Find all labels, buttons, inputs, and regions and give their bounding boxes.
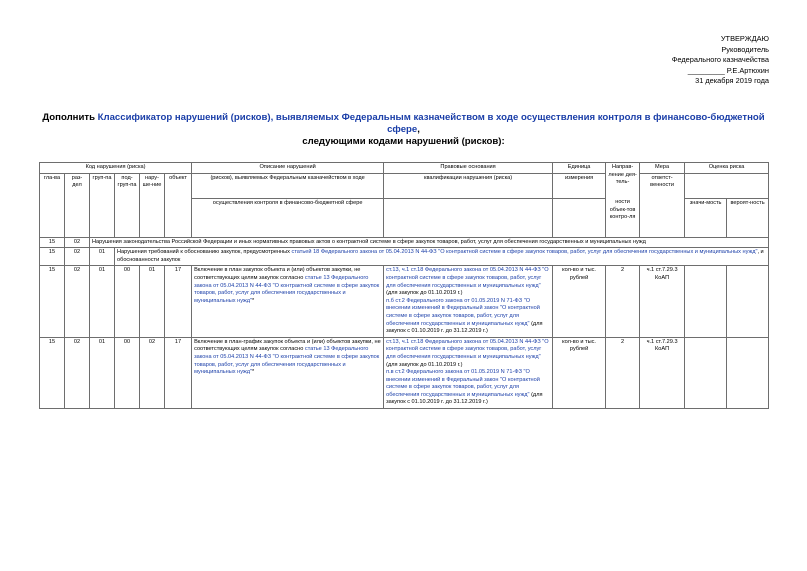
direction: 2 bbox=[606, 337, 640, 408]
header-sub-subgroup: под-груп-па bbox=[115, 173, 140, 237]
law-link[interactable]: статье 13 Федерального закона от 05.04.2013 N 44-ФЗ "О контрактной системе в сфере закупок товаров, работ, услуг для обеспечения государственных и муниципальных нужд" bbox=[194, 346, 380, 376]
header-direction-2: ности объек-тов контро-ля bbox=[606, 198, 640, 237]
approval-line: _________ Р.Е.Артюхин bbox=[687, 65, 769, 75]
direction: 2 bbox=[606, 266, 640, 337]
heading-line2: следующими кодами нарушений (рисков): bbox=[302, 136, 505, 147]
header-sub-section: раз-дел bbox=[65, 173, 90, 237]
header-sub-chapter: гла-ва bbox=[40, 173, 65, 237]
heading-suffix: , bbox=[417, 124, 420, 135]
approval-line: 31 декабря 2019 года bbox=[695, 76, 769, 85]
header-legal-2: квалификации нарушения (риска) bbox=[384, 173, 553, 198]
header-significance: значи-мость bbox=[685, 198, 727, 237]
law-link[interactable]: статьей 18 Федерального закона от 05.04.2013 N 44-ФЗ "О контрактной системе в сфере закупок товаров, работ, услуг для обеспечения государственных и муниципальных нужд" bbox=[291, 249, 758, 256]
header-responsibility-2: ответст-венности bbox=[640, 173, 685, 237]
header-description-2: (рисков), выявляемых Федеральным казначейством в ходе bbox=[192, 173, 384, 198]
header-row bbox=[40, 163, 769, 174]
header-direction: Направ-ление дея-тель- bbox=[606, 163, 640, 199]
violation-description: Включение в план-график закупок объекта и (или) объектов закупки, не соответствующих целям закупок согласно статье 13 Федерального закона от 05.04.2013 N 44-ФЗ "О контрактной системе в сфере закупок товаров, работ, услуг для обеспечения государственных и муниципальных нужд"* bbox=[192, 337, 384, 408]
table-row: 15 02 01 00 02 17 Включение в план-график закупок объекта и (или) объектов закупки, не соответствующих целям закупок согласно статье 13 Федерального закона от 05.04.2013 N 44-ФЗ "О контрактной системе в сфере закупок товаров, работ, услуг для обеспечения государственных и муниципальных нужд"* ст.13, ч.1 ст.18 Федерального закона от 05.04.2013 N 44-ФЗ "О контрактной системе в сфере закупок товаров, работ, услуг для обеспечения государственных и муниципальных нужд" (для закупок до 01.10.2019 г.) п.в ст.2 Федерального закона от 01.05.2019 N 71-ФЗ "О внесении изменений в Федеральный закон "О контрактной системе в сфере закупок товаров, работ, услуг для обеспечения государственных и муниципальных нужд" (для закупок с 01.10.2019 г. до 31.12.2019 г.) кол-во и тыс. рублей 2 ч.1 ст.7.29.3 КоАП bbox=[40, 337, 769, 408]
row-text: Нарушения законодательства Российской Федерации и иных нормативных правовых актов о контрактной системе в сфере закупок товаров, работ, услуг для обеспечения государственных и муниципальных нужд bbox=[90, 237, 769, 248]
responsibility: ч.1 ст.7.29.3 КоАП bbox=[640, 337, 685, 408]
header-code: Код нарушения (риска) bbox=[40, 163, 192, 174]
header-sub-group: груп-па bbox=[90, 173, 115, 237]
header-unit: Единица bbox=[553, 163, 606, 174]
legal-basis: ст.13, ч.1 ст.18 Федерального закона от 05.04.2013 N 44-ФЗ "О контрактной системе в сфере закупок товаров, работ, услуг для обеспечения государственных и муниципальных нужд" (для закупок до 01.10.2019 г.) п.в ст.2 Федерального закона от 01.05.2019 N 71-ФЗ "О внесении изменений в Федеральный закон "О контрактной системе в сфере закупок товаров, работ, услуг для обеспечения государственных и муниципальных нужд" (для закупок с 01.10.2019 г. до 31.12.2019 г.) bbox=[384, 337, 553, 408]
header-probability: вероят-ность bbox=[727, 198, 769, 237]
header-subrow bbox=[40, 173, 769, 198]
table-row: 15 02 01 Нарушения требований к обоснованию закупок, предусмотренных статьей 18 Федерального закона от 05.04.2013 N 44-ФЗ "О контрактной системе в сфере закупок товаров, работ, услуг для обеспечения государственных и муниципальных нужд", и обоснованности закупок bbox=[40, 248, 769, 266]
header-risk: Оценка риска bbox=[685, 163, 769, 174]
law-link[interactable]: п.в ст.2 Федерального закона от 01.05.2019 N 71-ФЗ "О внесении изменений в Федеральный закон "О контрактной системе в сфере закупок товаров, работ, услуг для обеспечения государственных и муниципальных нужд" bbox=[386, 369, 540, 398]
table-row: 15 02 01 00 01 17 Включение в план закупок объекта и (или) объектов закупки, не соответствующих целям закупок согласно статье 13 Федерального закона от 05.04.2013 N 44-ФЗ "О контрактной системе в сфере закупок товаров, работ, услуг для обеспечения государственных и муниципальных нужд"* ст.13, ч.1 ст.18 Федерального закона от 05.04.2013 N 44-ФЗ "О контрактной системе в сфере закупок товаров, работ, услуг для обеспечения государственных и муниципальных нужд" (для закупок до 01.10.2019 г.) п.б ст.2 Федерального закона от 01.05.2019 N 71-ФЗ "О внесении изменений в Федеральный закон "О контрактной системе в сфере закупок товаров, работ, услуг для обеспечения государственных и муниципальных нужд" (для закупок с 01.10.2019 г. до 31.12.2019 г.) кол-во и тыс. рублей 2 ч.1 ст.7.29.3 КоАП bbox=[40, 266, 769, 337]
header-sub-object: объект bbox=[165, 173, 192, 237]
header-sub-violation: нару-ше-ние bbox=[140, 173, 165, 237]
classifier-link[interactable]: Классификатор нарушений (рисков), выявляемых Федеральным казначейством в ходе осуществления контроля в финансово-бюджетной сфере bbox=[97, 112, 765, 135]
violation-description: Включение в план закупок объекта и (или) объектов закупки, не соответствующих целям закупок согласно статье 13 Федерального закона от 05.04.2013 N 44-ФЗ "О контрактной системе в сфере закупок товаров, работ, услуг для обеспечения государственных и муниципальных нужд"* bbox=[192, 266, 384, 337]
violations-table bbox=[39, 162, 769, 409]
approval-line: УТВЕРЖДАЮ bbox=[720, 34, 769, 43]
law-link[interactable]: ст.13, ч.1 ст.18 Федерального закона от 05.04.2013 N 44-ФЗ "О контрактной системе в сфере закупок товаров, работ, услуг для обеспечения государственных и муниципальных нужд" bbox=[386, 267, 549, 289]
approval-line: Федерального казначейства bbox=[671, 55, 769, 64]
law-link[interactable]: п.б ст.2 Федерального закона от 01.05.2019 N 71-ФЗ "О внесении изменений в Федеральный закон "О контрактной системе в сфере закупок товаров, работ, услуг для обеспечения государственных и муниципальных нужд" bbox=[386, 297, 540, 327]
document-heading bbox=[40, 112, 767, 148]
header-description-3: осуществления контроля в финансово-бюджетной сфере bbox=[192, 198, 384, 237]
header-legal: Правовые основания bbox=[384, 163, 553, 174]
table-row: 15 02 Нарушения законодательства Российской Федерации и иных нормативных правовых актов о контрактной системе в сфере закупок товаров, работ, услуг для обеспечения государственных и муниципальных нужд bbox=[40, 237, 769, 248]
unit: кол-во и тыс. рублей bbox=[553, 266, 606, 337]
unit: кол-во и тыс. рублей bbox=[553, 337, 606, 408]
approval-stamp bbox=[549, 34, 769, 87]
heading-prefix: Дополнить bbox=[42, 112, 98, 123]
header-unit-2: измерения bbox=[553, 173, 606, 198]
header-description: Описание нарушений bbox=[192, 163, 384, 174]
row-text: Нарушения требований к обоснованию закупок, предусмотренных статьей 18 Федерального закона от 05.04.2013 N 44-ФЗ "О контрактной системе в сфере закупок товаров, работ, услуг для обеспечения государственных и муниципальных нужд", и обоснованности закупок bbox=[115, 248, 769, 266]
legal-basis: ст.13, ч.1 ст.18 Федерального закона от 05.04.2013 N 44-ФЗ "О контрактной системе в сфере закупок товаров, работ, услуг для обеспечения государственных и муниципальных нужд" (для закупок до 01.10.2019 г.) п.б ст.2 Федерального закона от 01.05.2019 N 71-ФЗ "О внесении изменений в Федеральный закон "О контрактной системе в сфере закупок товаров, работ, услуг для обеспечения государственных и муниципальных нужд" (для закупок с 01.10.2019 г. до 31.12.2019 г.) bbox=[384, 266, 553, 337]
law-link[interactable]: ст.13, ч.1 ст.18 Федерального закона от 05.04.2013 N 44-ФЗ "О контрактной системе в сфере закупок товаров, работ, услуг для обеспечения государственных и муниципальных нужд" bbox=[386, 338, 549, 360]
responsibility: ч.1 ст.7.29.3 КоАП bbox=[640, 266, 685, 337]
header-responsibility: Мера bbox=[640, 163, 685, 174]
approval-line: Руководитель bbox=[721, 44, 769, 54]
law-link[interactable]: статье 13 Федерального закона от 05.04.2013 N 44-ФЗ "О контрактной системе в сфере закупок товаров, работ, услуг для обеспечения государственных и муниципальных нужд" bbox=[194, 274, 380, 304]
